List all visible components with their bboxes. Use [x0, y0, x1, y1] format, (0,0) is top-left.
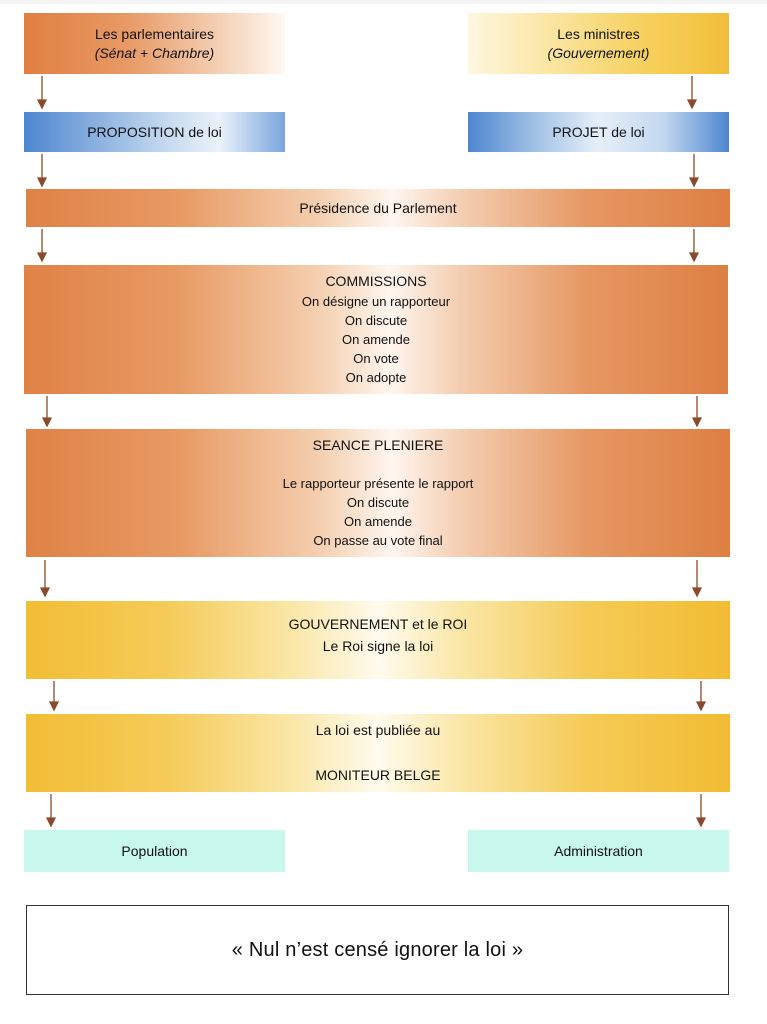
- arrow-right-1: [688, 76, 696, 108]
- arrow-left-1: [38, 76, 46, 108]
- gouvernement-box: [26, 601, 730, 679]
- moniteur-sublabel: MONITEUR BELGE: [315, 767, 441, 783]
- arrow-left-4: [43, 396, 51, 426]
- administration-label: Administration: [554, 842, 643, 859]
- moniteur-label: La loi est publiée au: [315, 722, 441, 738]
- administration-box: [468, 830, 729, 872]
- seance-line: Le rapporteur présente le rapport: [282, 476, 474, 491]
- arrow-right-7: [697, 794, 705, 826]
- projet-label: PROJET de loi: [552, 123, 645, 140]
- proposition-box: [24, 112, 285, 152]
- arrow-right-6: [697, 681, 705, 710]
- arrow-left-7: [47, 794, 55, 826]
- presidence-label: Présidence du Parlement: [299, 199, 457, 216]
- gouvernement-label: GOUVERNEMENT et le ROI: [288, 615, 468, 632]
- commissions-line: On discute: [344, 313, 408, 328]
- seance-line: On amende: [344, 514, 412, 529]
- seance-box: [26, 429, 730, 557]
- parlementaires-sublabel: (Sénat + Chambre): [94, 44, 215, 61]
- projet-box: [468, 112, 729, 152]
- moniteur-box: [26, 714, 730, 792]
- seance-title: SEANCE PLENIERE: [312, 437, 444, 453]
- parlementaires-box: [24, 13, 285, 74]
- commissions-line: On adopte: [345, 370, 407, 385]
- arrow-right-4: [693, 396, 701, 426]
- gouvernement-sublabel: Le Roi signe la loi: [322, 637, 434, 654]
- seance-line: On discute: [346, 495, 410, 510]
- top-edge: [0, 0, 767, 4]
- ministres-label: Les ministres: [557, 25, 640, 42]
- arrow-right-3: [690, 229, 698, 261]
- commissions-box: [24, 265, 728, 394]
- population-box: [24, 830, 285, 872]
- presidence-box: [26, 189, 730, 227]
- arrow-right-2: [690, 154, 698, 186]
- arrow-left-5: [41, 560, 49, 596]
- quote-text: « Nul n’est censé ignorer la loi »: [231, 938, 524, 961]
- arrow-right-5: [693, 560, 701, 596]
- arrow-left-3: [38, 229, 46, 261]
- ministres-sublabel: (Gouvernement): [547, 44, 650, 61]
- arrow-left-2: [38, 154, 46, 186]
- arrow-left-6: [50, 681, 58, 710]
- commissions-title: COMMISSIONS: [325, 273, 427, 289]
- proposition-label: PROPOSITION de loi: [87, 123, 222, 140]
- population-label: Population: [121, 842, 188, 859]
- commissions-line: On amende: [342, 332, 410, 347]
- seance-line: On passe au vote final: [313, 533, 443, 548]
- parlementaires-label: Les parlementaires: [94, 25, 215, 42]
- quote-box: [26, 905, 729, 995]
- ministres-box: [468, 13, 729, 74]
- commissions-line: On désigne un rapporteur: [301, 294, 451, 309]
- commissions-line: On vote: [353, 351, 399, 366]
